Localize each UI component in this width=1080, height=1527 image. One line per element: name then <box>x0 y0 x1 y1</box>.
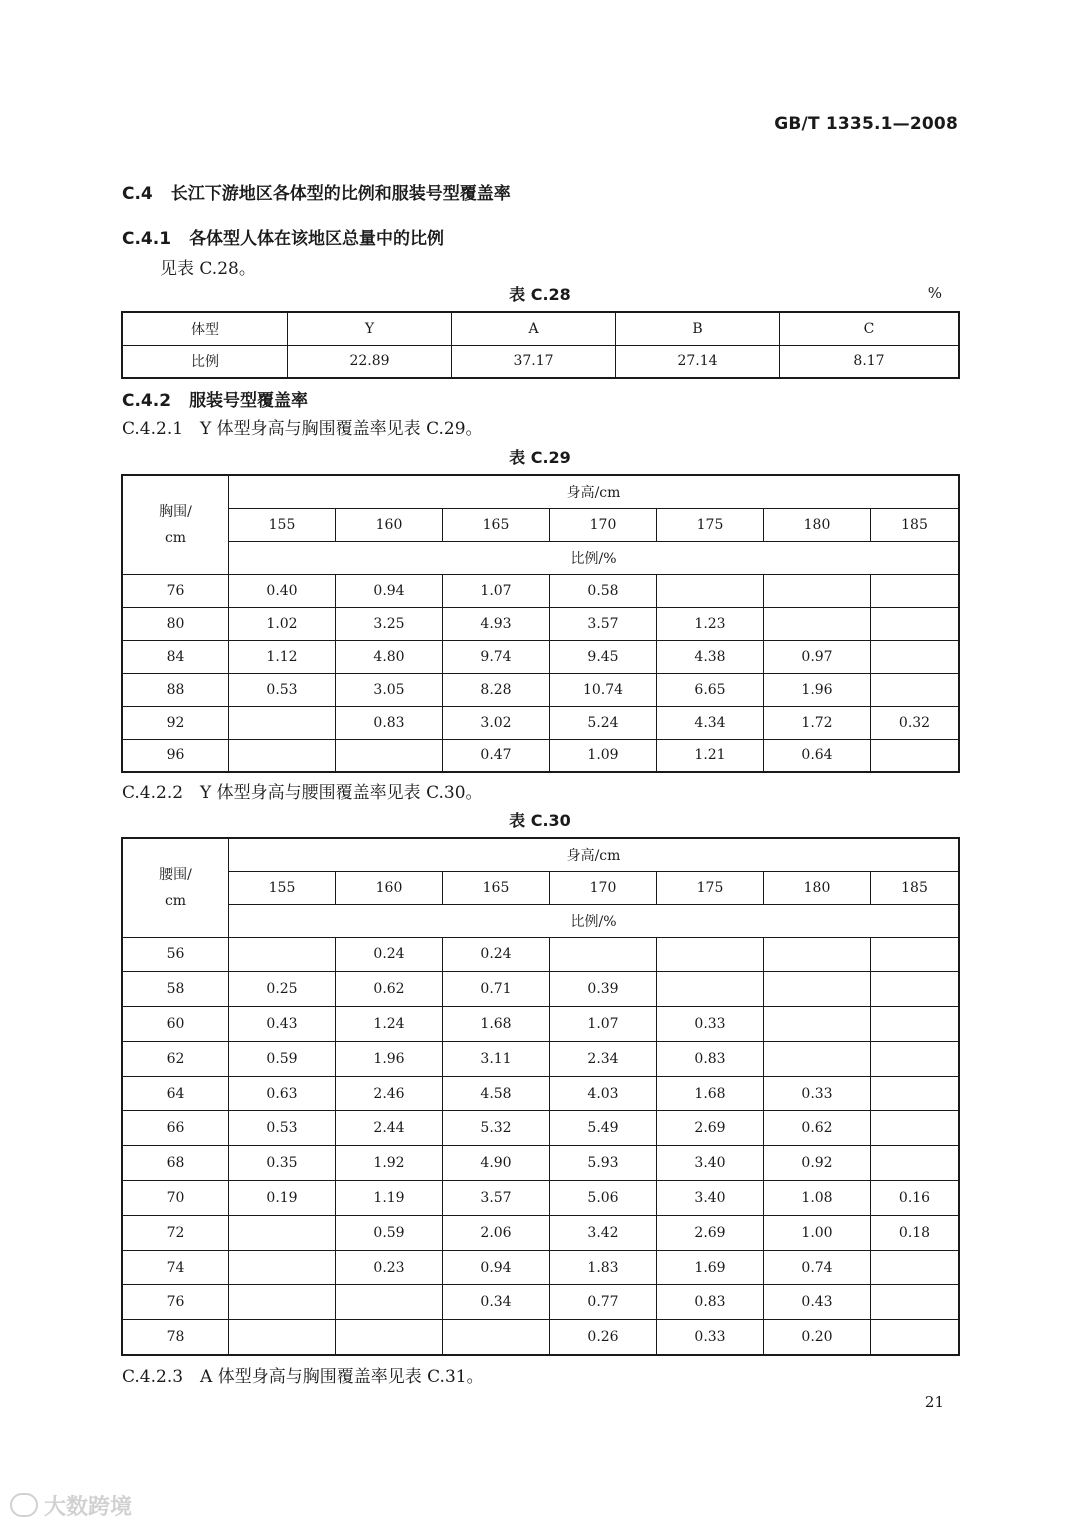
table-cell <box>657 972 764 1007</box>
table-cell: 1.00 <box>764 1215 871 1250</box>
table-cell <box>764 972 871 1007</box>
table-cell: 0.32 <box>871 706 960 739</box>
table-cell: 8.28 <box>443 673 550 706</box>
table-cell <box>764 574 871 607</box>
table-cell: 1.68 <box>443 1007 550 1042</box>
row-label: 92 <box>122 706 229 739</box>
table-cell: 0.39 <box>550 972 657 1007</box>
table-cell: 2.46 <box>336 1076 443 1111</box>
row-header-unit: cm <box>164 529 187 546</box>
table-cell: 0.43 <box>764 1285 871 1320</box>
table-body <box>122 937 959 1355</box>
height-header-cell: 180 <box>764 871 871 904</box>
table-cell <box>229 706 336 739</box>
header-cell: A <box>452 312 616 345</box>
table-cell: 2.44 <box>336 1111 443 1146</box>
table-cell: 0.62 <box>764 1111 871 1146</box>
table-cell: 0.97 <box>764 640 871 673</box>
table-cell <box>764 607 871 640</box>
row-header-unit: cm <box>164 892 187 909</box>
table-cell <box>871 1111 960 1146</box>
table-cell <box>229 1215 336 1250</box>
header-cell: C <box>780 312 960 345</box>
table-cell <box>871 640 960 673</box>
table-cell: 0.71 <box>443 972 550 1007</box>
header-cell: Y <box>288 312 452 345</box>
c422-text: C.4.2.2 Y 体型身高与腰围覆盖率见表 C.30。 <box>122 783 483 803</box>
table-cell <box>871 574 960 607</box>
height-header-cell: 165 <box>443 508 550 541</box>
section-c4-heading <box>122 179 511 204</box>
table-cell <box>336 1320 443 1355</box>
row-label: 58 <box>122 972 229 1007</box>
table-cell <box>657 574 764 607</box>
row-header-label: 腰围/ <box>159 866 192 883</box>
height-header-cell: 165 <box>443 871 550 904</box>
table-cell <box>871 1250 960 1285</box>
height-header-row <box>122 871 959 904</box>
table-cell: 1.69 <box>657 1250 764 1285</box>
row-label: 88 <box>122 673 229 706</box>
table-c29 <box>121 474 960 773</box>
row-label: 比例 <box>122 345 288 378</box>
table-cell: 1.19 <box>336 1181 443 1216</box>
height-header-cell: 175 <box>657 508 764 541</box>
table-row <box>122 937 959 972</box>
height-header-cell: 170 <box>550 508 657 541</box>
table-cell: 5.49 <box>550 1111 657 1146</box>
table-cell: 0.24 <box>336 937 443 972</box>
height-header-row <box>122 508 959 541</box>
table-cell <box>229 1320 336 1355</box>
table-cell: 0.23 <box>336 1250 443 1285</box>
watermark-logo-icon <box>10 1493 38 1517</box>
table-cell: 0.83 <box>657 1285 764 1320</box>
table-cell: 3.57 <box>550 607 657 640</box>
ratio-header: 比例/% <box>229 541 960 574</box>
table-cell: 1.83 <box>550 1250 657 1285</box>
row-label: 78 <box>122 1320 229 1355</box>
table-cell: 9.74 <box>443 640 550 673</box>
table-cell: 5.06 <box>550 1181 657 1216</box>
table-cell: 0.59 <box>229 1041 336 1076</box>
table-cell: 0.94 <box>443 1250 550 1285</box>
table-cell: 4.80 <box>336 640 443 673</box>
table-cell: 27.14 <box>616 345 780 378</box>
c421-text: C.4.2.1 Y 体型身高与胸围覆盖率见表 C.29。 <box>122 419 483 439</box>
row-header-cell <box>122 838 229 937</box>
table-cell: 0.53 <box>229 1111 336 1146</box>
header-cell: 体型 <box>122 312 288 345</box>
table-cell: 2.06 <box>443 1215 550 1250</box>
table-row <box>122 1146 959 1181</box>
table-cell: 8.17 <box>780 345 960 378</box>
table-cell <box>336 739 443 772</box>
section-number: C.4.1 <box>122 229 172 249</box>
table-cell <box>443 1320 550 1355</box>
table-cell <box>229 1285 336 1320</box>
table-row <box>122 1320 959 1355</box>
table-cell <box>229 937 336 972</box>
table-body <box>122 574 959 772</box>
table-row <box>122 1285 959 1320</box>
height-header-cell: 155 <box>229 508 336 541</box>
table-cell <box>764 1041 871 1076</box>
row-label: 64 <box>122 1076 229 1111</box>
table-cell: 0.58 <box>550 574 657 607</box>
watermark-text: 大数跨境 <box>44 1495 133 1520</box>
table-cell <box>871 972 960 1007</box>
table-cell <box>871 1076 960 1111</box>
table-cell: 0.63 <box>229 1076 336 1111</box>
table-row <box>122 640 959 673</box>
ratio-header-row <box>122 541 959 574</box>
table-cell: 1.12 <box>229 640 336 673</box>
height-header-cell: 185 <box>871 871 960 904</box>
height-header-cell: 175 <box>657 871 764 904</box>
table-cell: 5.93 <box>550 1146 657 1181</box>
table-cell: 0.35 <box>229 1146 336 1181</box>
section-title: 各体型人体在该地区总量中的比例 <box>189 229 445 249</box>
height-header-cell: 160 <box>336 508 443 541</box>
table-cell: 0.74 <box>764 1250 871 1285</box>
table-cell: 0.19 <box>229 1181 336 1216</box>
table-cell <box>229 1250 336 1285</box>
table-cell <box>871 1146 960 1181</box>
row-label: 80 <box>122 607 229 640</box>
table-cell: 37.17 <box>452 345 616 378</box>
table-cell: 3.25 <box>336 607 443 640</box>
table-c30 <box>121 837 960 1356</box>
table-cell: 0.47 <box>443 739 550 772</box>
table-c30-caption: 表 C.30 <box>509 811 571 830</box>
table-cell: 0.83 <box>336 706 443 739</box>
row-label: 74 <box>122 1250 229 1285</box>
table-cell: 4.58 <box>443 1076 550 1111</box>
ratio-header: 比例/% <box>229 904 960 937</box>
table-cell: 3.05 <box>336 673 443 706</box>
page-number: 21 <box>924 1393 944 1411</box>
row-header-cell <box>122 475 229 574</box>
table-cell: 4.90 <box>443 1146 550 1181</box>
table-cell: 1.02 <box>229 607 336 640</box>
row-label: 56 <box>122 937 229 972</box>
table-cell: 0.33 <box>764 1076 871 1111</box>
table-cell: 1.68 <box>657 1076 764 1111</box>
standard-number: GB/T 1335.1—2008 <box>774 114 958 134</box>
height-header-cell: 155 <box>229 871 336 904</box>
table-cell: 1.24 <box>336 1007 443 1042</box>
column-group-header: 身高/cm <box>229 838 960 871</box>
table-row <box>122 1111 959 1146</box>
table-c28-unit: % <box>927 284 942 302</box>
table-cell: 3.40 <box>657 1181 764 1216</box>
row-label: 76 <box>122 574 229 607</box>
table-cell: 0.18 <box>871 1215 960 1250</box>
table-row <box>122 607 959 640</box>
table-cell <box>764 1007 871 1042</box>
table-cell: 2.34 <box>550 1041 657 1076</box>
table-cell: 9.45 <box>550 640 657 673</box>
table-row <box>122 1250 959 1285</box>
height-header-cell: 170 <box>550 871 657 904</box>
table-cell: 0.34 <box>443 1285 550 1320</box>
table-row <box>122 706 959 739</box>
table-cell: 0.25 <box>229 972 336 1007</box>
table-cell: 4.03 <box>550 1076 657 1111</box>
table-row <box>122 345 959 378</box>
row-label: 72 <box>122 1215 229 1250</box>
section-title: 服装号型覆盖率 <box>189 391 309 411</box>
table-cell: 0.92 <box>764 1146 871 1181</box>
table-cell: 0.62 <box>336 972 443 1007</box>
table-cell: 0.43 <box>229 1007 336 1042</box>
table-cell: 4.38 <box>657 640 764 673</box>
table-c28-caption: 表 C.28 <box>509 285 571 304</box>
row-label: 84 <box>122 640 229 673</box>
ratio-header-row <box>122 904 959 937</box>
table-cell <box>871 607 960 640</box>
height-header-cell: 185 <box>871 508 960 541</box>
table-cell <box>871 739 960 772</box>
row-label: 76 <box>122 1285 229 1320</box>
section-number: C.4 <box>122 184 153 204</box>
table-cell: 3.42 <box>550 1215 657 1250</box>
section-c41-heading <box>122 224 444 249</box>
table-cell: 1.07 <box>550 1007 657 1042</box>
table-cell: 1.09 <box>550 739 657 772</box>
table-cell <box>657 937 764 972</box>
table-c28 <box>121 311 960 379</box>
table-cell: 0.59 <box>336 1215 443 1250</box>
table-cell <box>871 673 960 706</box>
table-row <box>122 1181 959 1216</box>
table-cell: 0.16 <box>871 1181 960 1216</box>
table-cell: 0.24 <box>443 937 550 972</box>
table-cell: 1.07 <box>443 574 550 607</box>
c41-reference-text: 见表 C.28。 <box>160 259 256 279</box>
table-cell: 3.11 <box>443 1041 550 1076</box>
table-cell <box>871 937 960 972</box>
table-cell: 5.24 <box>550 706 657 739</box>
table-row <box>122 972 959 1007</box>
row-label: 66 <box>122 1111 229 1146</box>
table-header-row <box>122 475 959 508</box>
table-cell: 22.89 <box>288 345 452 378</box>
table-cell <box>871 1285 960 1320</box>
table-cell: 0.64 <box>764 739 871 772</box>
table-row <box>122 1215 959 1250</box>
table-cell: 1.23 <box>657 607 764 640</box>
table-cell: 10.74 <box>550 673 657 706</box>
table-cell <box>764 937 871 972</box>
table-c29-caption: 表 C.29 <box>509 448 571 467</box>
row-label: 68 <box>122 1146 229 1181</box>
table-row <box>122 1007 959 1042</box>
row-label: 62 <box>122 1041 229 1076</box>
header-cell: B <box>616 312 780 345</box>
table-cell: 0.33 <box>657 1320 764 1355</box>
height-header-cell: 160 <box>336 871 443 904</box>
row-label: 60 <box>122 1007 229 1042</box>
table-cell <box>871 1041 960 1076</box>
column-group-header: 身高/cm <box>229 475 960 508</box>
table-cell: 2.69 <box>657 1215 764 1250</box>
table-cell <box>871 1320 960 1355</box>
height-header-cell: 180 <box>764 508 871 541</box>
row-label: 96 <box>122 739 229 772</box>
row-header-label: 胸围/ <box>159 503 192 520</box>
table-cell: 0.40 <box>229 574 336 607</box>
table-cell: 2.69 <box>657 1111 764 1146</box>
table-cell: 1.96 <box>336 1041 443 1076</box>
table-cell: 0.20 <box>764 1320 871 1355</box>
table-header-row <box>122 838 959 871</box>
table-cell: 0.94 <box>336 574 443 607</box>
table-row <box>122 673 959 706</box>
table-cell: 1.21 <box>657 739 764 772</box>
section-title: 长江下游地区各体型的比例和服装号型覆盖率 <box>170 184 511 204</box>
table-cell <box>229 739 336 772</box>
table-cell: 3.57 <box>443 1181 550 1216</box>
table-header-row <box>122 312 959 345</box>
table-row <box>122 574 959 607</box>
table-cell <box>871 1007 960 1042</box>
table-cell: 6.65 <box>657 673 764 706</box>
watermark <box>10 1490 132 1521</box>
table-cell: 4.34 <box>657 706 764 739</box>
table-cell: 0.26 <box>550 1320 657 1355</box>
table-cell: 1.92 <box>336 1146 443 1181</box>
table-row <box>122 739 959 772</box>
row-label: 70 <box>122 1181 229 1216</box>
table-cell: 3.02 <box>443 706 550 739</box>
table-cell: 4.93 <box>443 607 550 640</box>
c423-text: C.4.2.3 A 体型身高与胸围覆盖率见表 C.31。 <box>122 1367 484 1387</box>
section-c42-heading <box>122 386 308 411</box>
table-cell <box>336 1285 443 1320</box>
table-cell: 1.72 <box>764 706 871 739</box>
table-cell <box>550 937 657 972</box>
table-cell: 0.33 <box>657 1007 764 1042</box>
section-number: C.4.2 <box>122 391 172 411</box>
table-row <box>122 1041 959 1076</box>
table-row <box>122 1076 959 1111</box>
table-cell: 0.83 <box>657 1041 764 1076</box>
table-cell: 3.40 <box>657 1146 764 1181</box>
table-cell: 5.32 <box>443 1111 550 1146</box>
table-cell: 0.53 <box>229 673 336 706</box>
table-cell: 1.96 <box>764 673 871 706</box>
table-cell: 0.77 <box>550 1285 657 1320</box>
table-cell: 1.08 <box>764 1181 871 1216</box>
